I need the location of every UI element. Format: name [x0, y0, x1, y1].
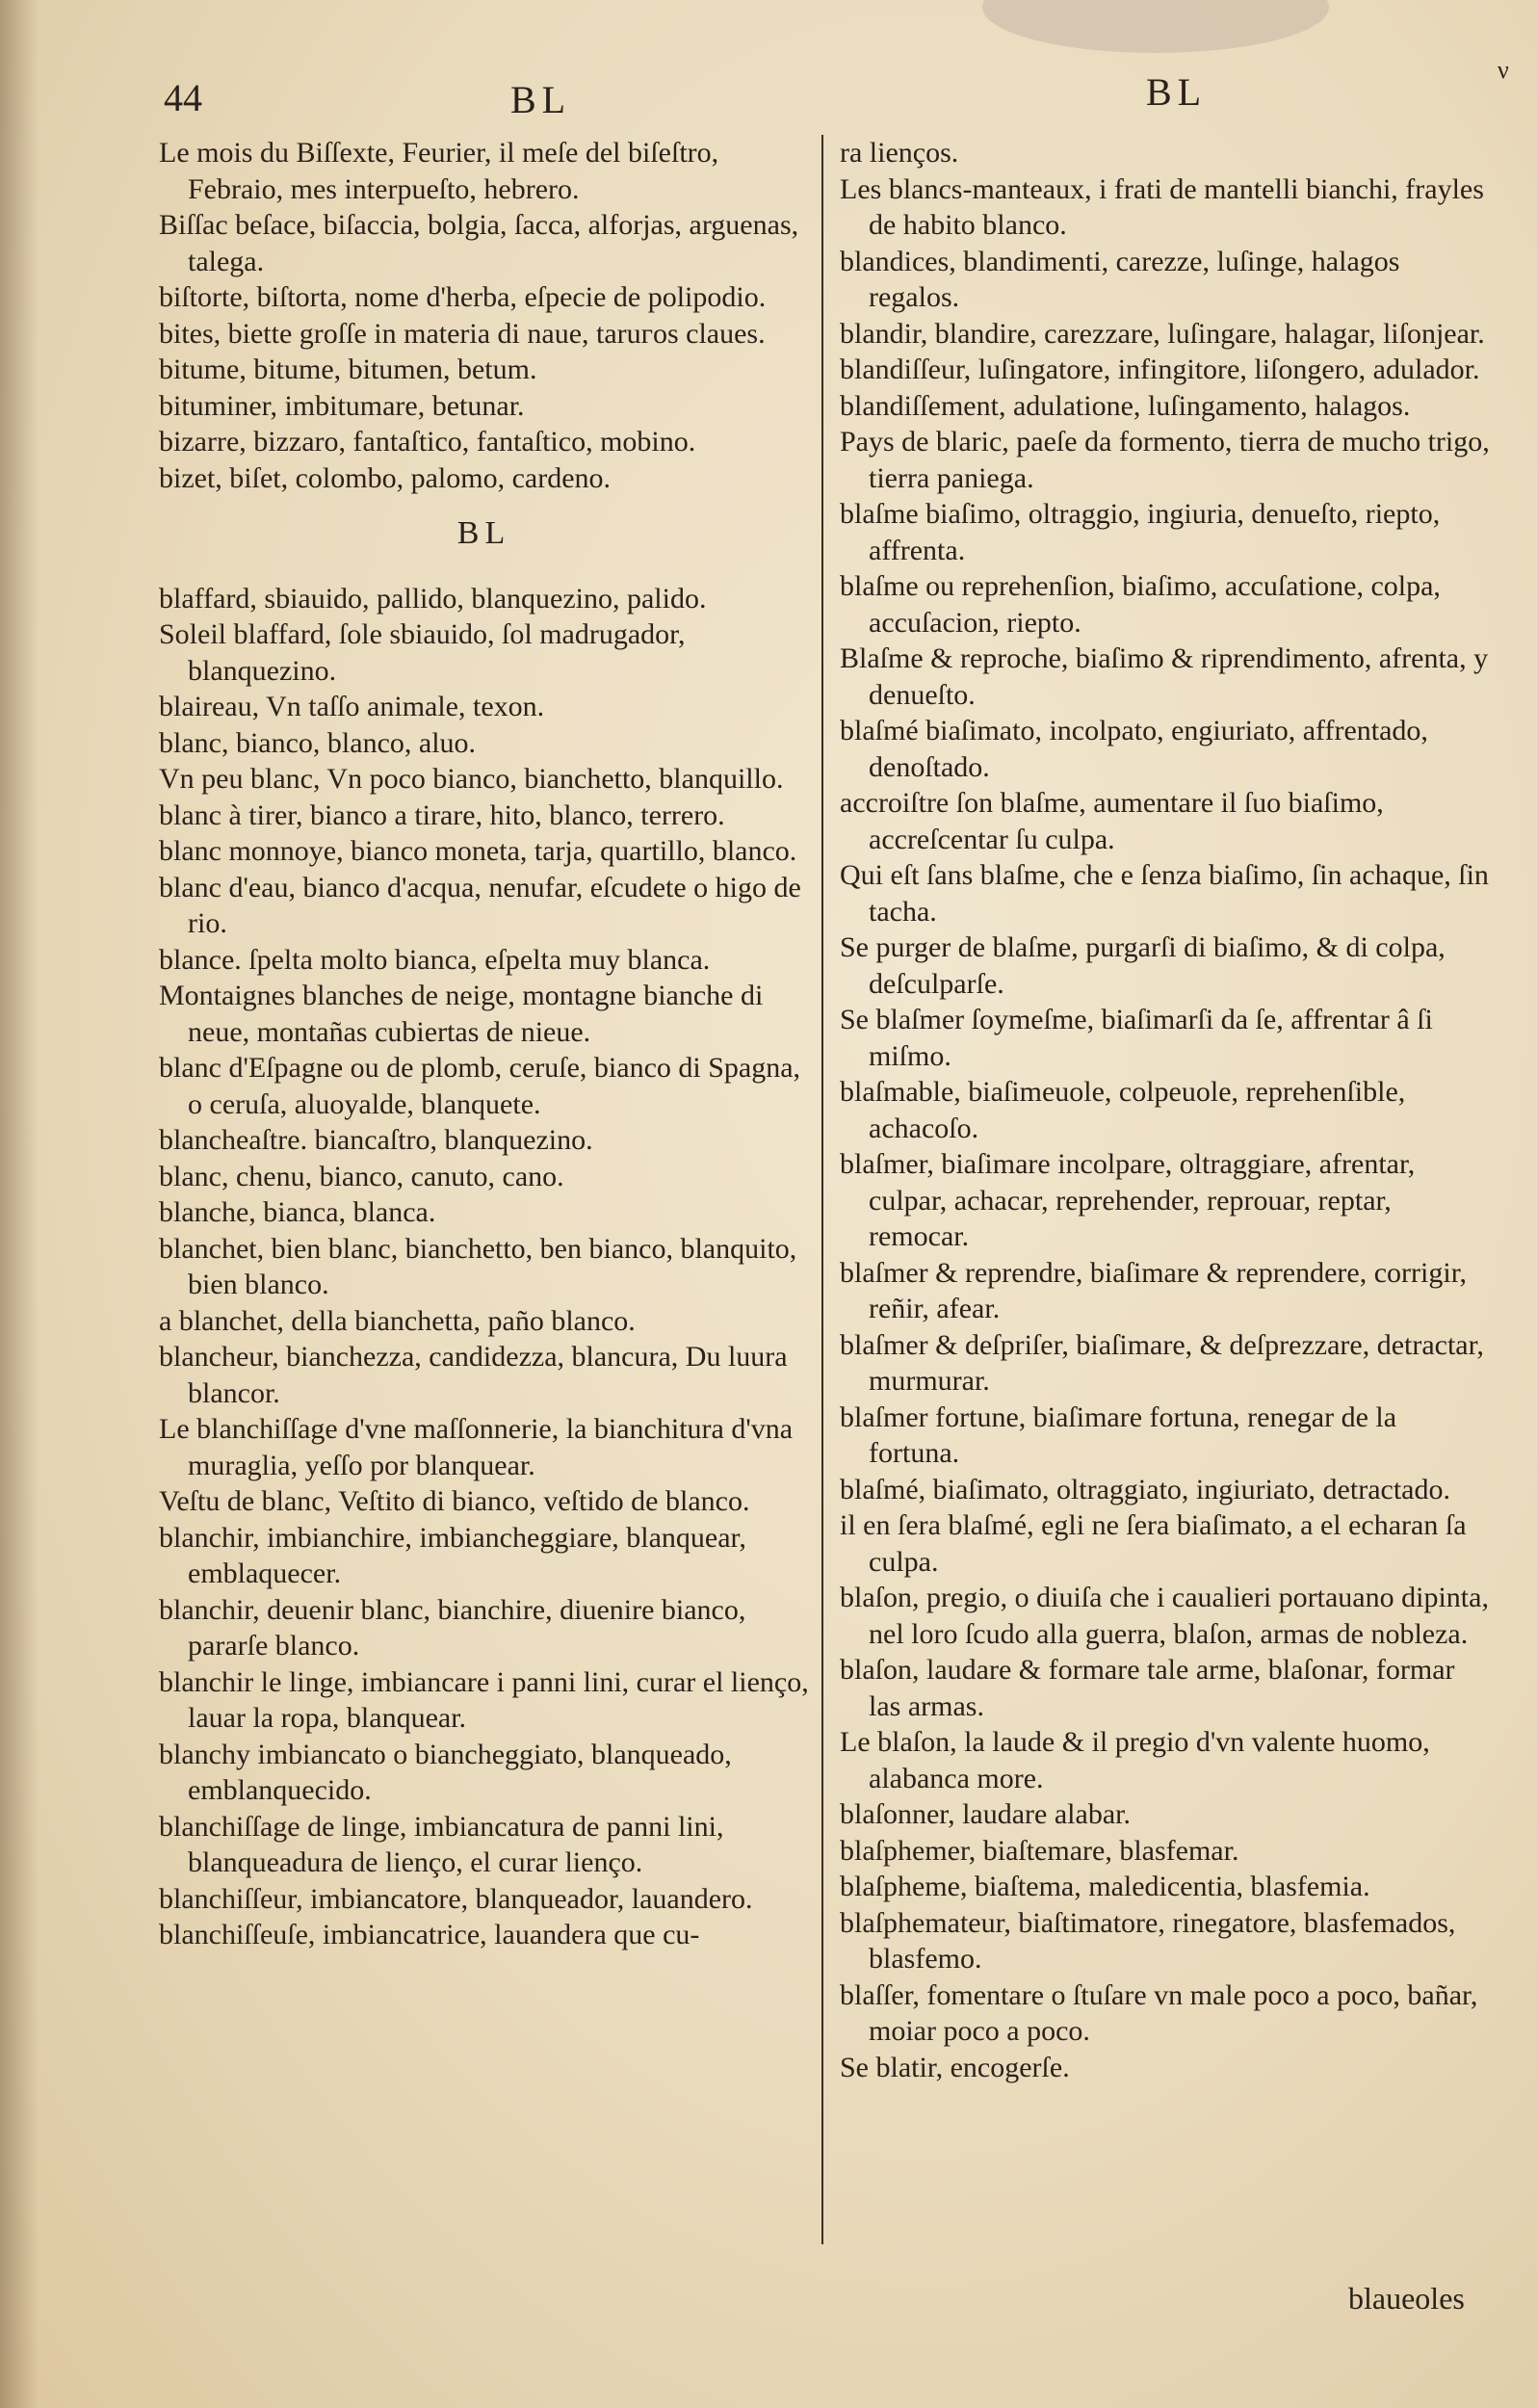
- dictionary-entry: biſtorte, biſtorta, nome d'herba, eſpecie de polipodio.: [159, 281, 767, 313]
- dictionary-entry: blandices, blandimenti, carezze, luſinge, halagos regalos.: [840, 245, 1400, 313]
- dictionary-entry: bizet, biſet, colombo, palomo, cardeno.: [159, 461, 612, 494]
- dictionary-entry: Se purger de blaſme, purgarſi di biaſimo, & di colpa, deſculparſe.: [840, 931, 1446, 1000]
- dictionary-entry: blance. ſpelta molto bianca, eſpelta muy blanca.: [159, 943, 711, 976]
- dictionary-entry: Le blanchiſſage d'vne maſſonnerie, la bianchitura d'vna muraglia, yeſſo por blanquear.: [159, 1413, 794, 1481]
- dictionary-entry: accroiſtre ſon blaſme, aumentare il ſuo biaſimo, accreſcentar ſu culpa.: [840, 787, 1384, 855]
- dictionary-entry: blanc, bianco, blanco, aluo.: [159, 726, 477, 759]
- dictionary-entry: blanchy imbiancato o biancheggiato, blanqueado, emblanquecido.: [159, 1738, 732, 1806]
- dictionary-entry: Biſſac beſace, biſaccia, bolgia, ſacca, alforjas, arguenas, talega.: [159, 209, 799, 277]
- dictionary-entry: blaſon, laudare & formare tale arme, blaſonar, formar las armas.: [840, 1654, 1455, 1722]
- dictionary-entry: blaſmable, biaſimeuole, colpeuole, reprehenſible, achacoſo.: [840, 1076, 1406, 1144]
- dictionary-entry: bizarre, bizzaro, fantaſtico, fantaſtico, mobino.: [159, 426, 696, 458]
- dictionary-entry: blandiſſement, adulatione, luſingamento, halagos.: [840, 389, 1411, 422]
- dictionary-entry: Le mois du Biſſexte, Feurier, il meſe del biſeſtro, Febraio, mes interpueſto, hebrero.: [159, 137, 719, 205]
- dictionary-entry: blanchet, bien blanc, bianchetto, ben bianco, blanquito, bien blanco.: [159, 1232, 797, 1300]
- dictionary-entry: blaſmé biaſimato, incolpato, engiuriato, affrentado, denoſtado.: [840, 715, 1428, 783]
- dictionary-entry: blaſphemer, biaſtemare, blasfemar.: [840, 1834, 1239, 1867]
- catchword: blaueoles: [1348, 2281, 1465, 2316]
- dictionary-entry: blanc d'Eſpagne ou de plomb, ceruſe, bianco di Spagna, o ceruſa, aluoyalde, blanquete.: [159, 1052, 801, 1120]
- dictionary-entry: blanc à tirer, bianco a tirare, hito, blanco, terrero.: [159, 798, 725, 831]
- dictionary-entry: a blanchet, della bianchetta, paño blanco.: [159, 1304, 636, 1337]
- dictionary-entry: blaireau, Vn taſſo animale, texon.: [159, 691, 545, 722]
- dictionary-entry: Qui eſt ſans blaſme, che e ſenza biaſimo, ſin achaque, ſin tacha.: [840, 859, 1489, 928]
- dictionary-entry: bites, biette groſſe in materia di naue, taruгos claues.: [159, 317, 766, 350]
- dictionary-entry: blanc d'eau, bianco d'acqua, nenufar, eſcudete o higo de rio.: [159, 871, 801, 939]
- dictionary-entry: blaſpheme, biaſtema, maledicentia, blasfemia.: [840, 1871, 1370, 1902]
- section-heading: BL: [456, 515, 511, 551]
- dictionary-entry: blaſmer, biaſimare incolpare, oltraggiare, afrentar, culpar, achacar, reprehender, reprouar, reptar, remocar.: [840, 1148, 1416, 1252]
- dictionary-entry: Blaſme & reproche, biaſimo & riprendimento, afrenta, y denueſto.: [840, 642, 1489, 711]
- dictionary-entry: blanc monnoye, bianco moneta, tarja, quartillo, blanco.: [159, 835, 797, 867]
- left-running-head: BL: [510, 78, 572, 121]
- dictionary-entry: blaſmer & deſpriſer, biaſimare, & deſprezzare, detractar, murmurar.: [840, 1328, 1484, 1397]
- dictionary-entry: Vn peu blanc, Vn poco bianco, bianchetto, blanquillo.: [159, 763, 784, 795]
- dictionary-entry: Se blaſmer ſoymeſme, biaſimarſi da ſe, affrentar â ſi miſmo.: [840, 1004, 1433, 1072]
- dictionary-entry: blaſmé, biaſimato, oltraggiato, ingiuriato, detractado.: [840, 1473, 1450, 1505]
- dictionary-entry: blanchir, imbianchire, imbiancheggiare, blanquear, emblaquecer.: [159, 1521, 746, 1589]
- dictionary-entry: Les blancs-manteaux, i frati de mantelli bianchi, frayles de habito blanco.: [840, 172, 1484, 241]
- dictionary-entry: blancheaſtre. biancaſtro, blanquezino.: [159, 1124, 593, 1156]
- left-entries-after: [159, 581, 809, 1953]
- dictionary-entry: blanchiſſeuſe, imbiancatrice, lauandera que cu-: [159, 1919, 700, 1950]
- dictionary-entry: blaffard, sbiauido, pallido, blanquezino, palido.: [159, 582, 707, 615]
- dictionary-entry: Pays de blaric, paeſe da formento, tierra de mucho trigo, tierra paniega.: [840, 426, 1490, 494]
- dictionary-entry: blanche, bianca, blanca.: [159, 1196, 436, 1228]
- dictionary-entry: blanchiſſage de linge, imbiancatura de panni lini, blanqueadura de lienço, el curar lienço.: [159, 1810, 724, 1878]
- right-running-head: BL: [1146, 70, 1208, 114]
- right-column: [840, 135, 1490, 2085]
- dictionary-entry: blanchir, deuenir blanc, bianchire, diuenire bianco, pararſe blanco.: [159, 1593, 746, 1662]
- dictionary-entry: blanchir le linge, imbiancare i panni lini, curar el lienço, lauar la ropa, blanquear.: [159, 1665, 809, 1734]
- dictionary-entry: blandiſſeur, luſingatore, infingitore, liſongero, adulador.: [840, 353, 1480, 385]
- dictionary-entry: blanc, chenu, bianco, canuto, cano.: [159, 1160, 564, 1192]
- dictionary-entry: il en ſera blaſmé, egli ne ſera biaſimato, a el echaran ſa culpa.: [840, 1509, 1467, 1578]
- dictionary-entry: blaſon, pregio, o diuiſa che i caualieri portauano dipinta, nel loro ſcudo alla guerra, blaſon, armas de nobleza.: [840, 1582, 1489, 1650]
- dictionary-entry: blandir, blandire, carezzare, luſingare, halagar, liſonjear.: [840, 317, 1485, 350]
- dictionary-entry: Se blatir, encogerſe.: [840, 2051, 1070, 2083]
- dictionary-entry: blaſonner, laudare alabar.: [840, 1798, 1131, 1830]
- dictionary-entry: blanchiſſeur, imbiancatore, blanqueador, lauandero.: [159, 1882, 753, 1915]
- dictionary-entry: blaſſer, fomentare o ſtuſare vn male poco a poco, bañar, moiar poco a poco.: [840, 1978, 1478, 2047]
- left-column: [159, 135, 809, 1953]
- dictionary-entry: blaſphemateur, biaſtimatore, rinegatore, blasfemados, blasfemo.: [840, 1906, 1456, 1975]
- page-number: 44: [164, 76, 202, 119]
- dictionary-entry: bituminer, imbitumare, betunar.: [159, 389, 525, 422]
- dictionary-entry: ra lienços.: [840, 137, 959, 169]
- dictionary-entry: bitume, bitume, bitumen, betum.: [159, 353, 537, 385]
- right-entries: [840, 135, 1490, 2085]
- corner-mark: ν: [1498, 56, 1509, 84]
- dictionary-entry: blaſmer & reprendre, biaſimare & reprendere, corrigir, reñir, afear.: [840, 1256, 1467, 1324]
- dictionary-entry: blaſme ou reprehenſion, biaſimo, accuſatione, colpa, accuſacion, riepto.: [840, 570, 1441, 639]
- dictionary-entry: Soleil blaffard, ſole sbiauido, ſol madrugador, blanquezino.: [159, 618, 686, 687]
- dictionary-entry: Le blaſon, la laude & il pregio d'vn valente huomo, alabanca more.: [840, 1726, 1430, 1794]
- left-entries-before: [159, 135, 809, 496]
- page-edge-mark: [982, 0, 1329, 53]
- column-divider: [821, 135, 823, 2244]
- dictionary-entry: blaſme biaſimo, oltraggio, ingiuria, denueſto, riepto, affrenta.: [840, 498, 1441, 566]
- dictionary-entry: blaſmer fortune, biaſimare fortuna, renegar de la fortuna.: [840, 1400, 1397, 1469]
- dictionary-entry: blancheur, bianchezza, candidezza, blancura, Du luura blancor.: [159, 1341, 788, 1409]
- dictionary-entry: Veſtu de blanc, Veſtito di bianco, veſtido de blanco.: [159, 1485, 750, 1517]
- dictionary-entry: Montaignes blanches de neige, montagne bianche di neue, montañas cubiertas de nieue.: [159, 980, 764, 1048]
- gutter-shadow: [0, 0, 39, 2408]
